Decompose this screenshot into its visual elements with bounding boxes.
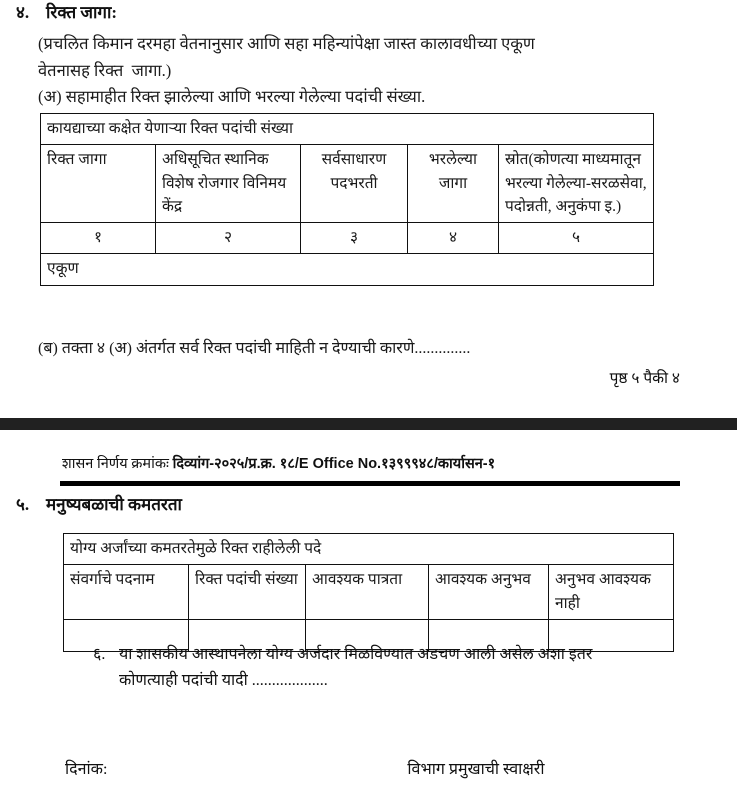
government-resolution-number <box>62 453 702 473</box>
section-4-note-line-3: (अ) सहामाहीत रिक्त झालेल्या आणि भरल्या गेलेल्या पदांची संख्या. <box>38 87 426 107</box>
vacancies-colnum-2: २ <box>156 223 301 254</box>
section-5-number: ५. <box>16 495 30 514</box>
vacancies-header-2: अधिसूचित स्थानिक विशेष रोजगार विनिमय केंद्र <box>156 145 301 223</box>
section-4-title: रिक्त जागा: <box>46 3 118 22</box>
manpower-header-4: आवश्यक अनुभव <box>429 565 549 620</box>
vacancies-colnum-4: ४ <box>408 223 499 254</box>
manpower-table-banner: योग्य अर्जांच्या कमतरतेमुळे रिक्त राहीलेली पदे <box>64 534 674 565</box>
vacancies-total-label: एकूण <box>41 254 654 285</box>
vacancies-colnum-1: १ <box>41 223 156 254</box>
table-row-banner <box>41 114 654 145</box>
header-rule <box>60 481 680 486</box>
section-4-number: ४. <box>16 3 30 22</box>
table-row-total <box>41 254 654 285</box>
vacancies-header-5: स्रोत(कोणत्या माध्यमातून भरल्या गेलेल्या-सरळसेवा, पदोन्नती, अनुकंपा इ.) <box>499 145 654 223</box>
section-4-note <box>38 31 638 111</box>
manpower-header-2: रिक्त पदांची संख्या <box>189 565 306 620</box>
document-page-5 <box>0 430 737 801</box>
section-heading-4 <box>16 2 616 23</box>
page-number-footer: पृष्ठ ५ पैकी ४ <box>609 370 680 387</box>
vacancies-header-3: सर्वसाधारण पदभरती <box>301 145 408 223</box>
manpower-shortage-table <box>63 533 674 652</box>
vacancies-table-banner: कायद्याच्या कक्षेत येणाऱ्या रिक्त पदांची संख्या <box>41 114 654 145</box>
section-6-number: ६. <box>93 646 106 663</box>
page-separator-band <box>0 418 737 430</box>
vacancies-header-1: रिक्त जागा <box>41 145 156 223</box>
vacancies-colnum-3: ३ <box>301 223 408 254</box>
section-4-note-line-2: वेतनासह रिक्त जागा.) <box>38 60 172 80</box>
section-6-line-1: या शासकीय आस्थापनेला योग्य अर्जदार मिळविण्यात अडचण आली असेल अशा इतर <box>119 646 593 663</box>
table-row-headers <box>41 145 654 223</box>
manpower-header-3: आवश्यक पात्रता <box>306 565 429 620</box>
section-heading-5 <box>16 494 616 515</box>
vacancies-header-4: भरलेल्या जागा <box>408 145 499 223</box>
manpower-header-1: संवर्गाचे पदनाम <box>64 565 189 620</box>
table-row-banner <box>64 534 674 565</box>
section-6-line-2: कोणत्याही पदांची यादी ................... <box>119 671 328 689</box>
vacancies-table <box>40 113 654 286</box>
table-row-headers <box>64 565 674 620</box>
document-footer <box>0 757 737 779</box>
table-row-numbers <box>41 223 654 254</box>
signature-label: विभाग प्रमुखाची स्वाक्षरी <box>407 761 545 778</box>
section-4-note-b: (ब) तक्ता ४ (अ) अंतर्गत सर्व रिक्त पदांची माहिती न देण्याची कारणे.............. <box>38 340 471 357</box>
date-label: दिनांक: <box>65 761 108 778</box>
section-5-title: मनुष्यबळाची कमतरता <box>46 495 182 514</box>
vacancies-colnum-5: ५ <box>499 223 654 254</box>
gr-number-value: दिव्यांग-२०२५/प्र.क्र. १८/E Office No.१३९९९४८/कार्यासन-१ <box>172 456 496 472</box>
section-4-note-line-1: (प्रचलित किमान दरमहा वेतनानुसार आणि सहा महिन्यांपेक्षा जास्त कालावधीच्या एकूण <box>38 34 535 53</box>
gr-number-label: शासन निर्णय क्रमांकः <box>62 456 173 472</box>
section-6-note <box>93 642 693 694</box>
manpower-header-5: अनुभव आवश्यक नाही <box>549 565 674 620</box>
